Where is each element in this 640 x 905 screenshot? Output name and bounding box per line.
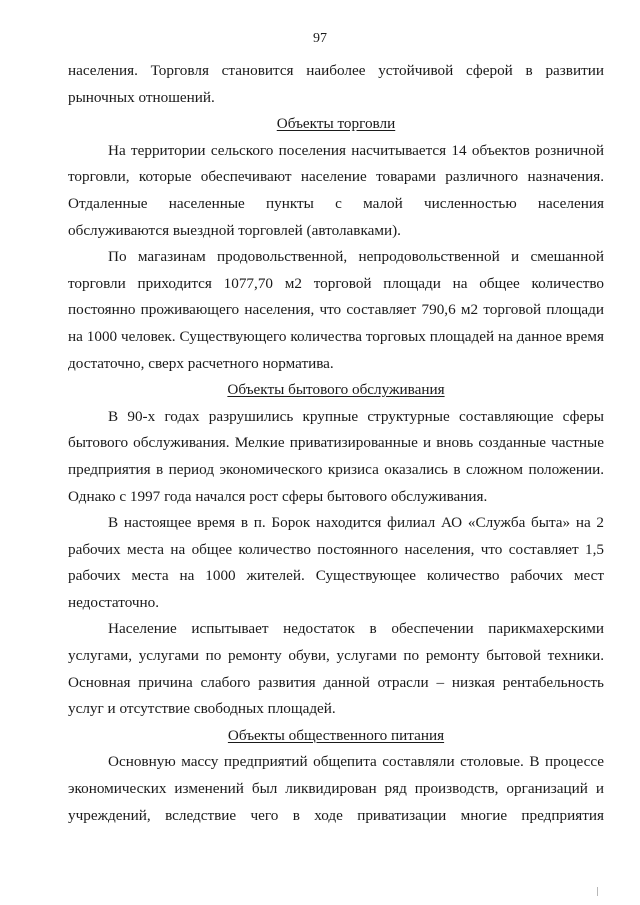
- document-body: [68, 58, 604, 829]
- paragraph: населения. Торговля становится наиболее устойчивой сферой в развитии рыночных отношений.: [68, 62, 604, 106]
- section-heading: Объекты общественного питания: [227, 726, 445, 744]
- paragraph: В 90-х годах разрушились крупные структурные составляющие сферы бытового обслуживания. Мелкие приватизированные и вновь созданные частные предприятия в период экономического кризиса оказались в сложном положении. Однако с 1997 года начался рост сферы бытового обслуживания.: [68, 407, 604, 505]
- paragraph: На территории сельского поселения насчитывается 14 объектов розничной торговли, которые обеспечивают население товарами различного назначения. Отдаленные населенные пункты с малой численностью населения обслуживаются выездной торговлей (автолавками).: [68, 141, 604, 239]
- paragraph: Основную массу предприятий общепита составляли столовые. В процессе экономических изменений был ликвидирован ряд производств, организаций и учреждений, вследствие чего в ходе приватизации многие предприятия: [68, 753, 604, 824]
- page-number: 97: [313, 31, 327, 46]
- paragraph: В настоящее время в п. Борок находится филиал АО «Служба быта» на 2 рабочих места на общее количество постоянного населения, что составляет 1,5 рабочих места на 1000 жителей. Существующее количество рабочих мест недостаточно.: [68, 514, 604, 611]
- paragraph: По магазинам продовольственной, непродовольственной и смешанной торговли приходится 1077,70 м2 торговой площади на общее количество постоянно проживающего населения, что составляет 790,6 м2 торговой площади на 1000 человек. Существующего количества торговых площадей на данное время достаточно, сверх расчетного норматива.: [68, 248, 604, 372]
- section-heading: Объекты бытового обслуживания: [227, 381, 445, 399]
- scan-mark: [597, 887, 598, 896]
- section-heading: Объекты торговли: [276, 115, 396, 133]
- paragraph: Население испытывает недостаток в обеспечении парикмахерскими услугами, услугами по ремонту обуви, услугами по ремонту бытовой техники. Основная причина слабого развития данной отрасли – низкая рентабельность услуг и отсутствие свободных площадей.: [68, 620, 604, 718]
